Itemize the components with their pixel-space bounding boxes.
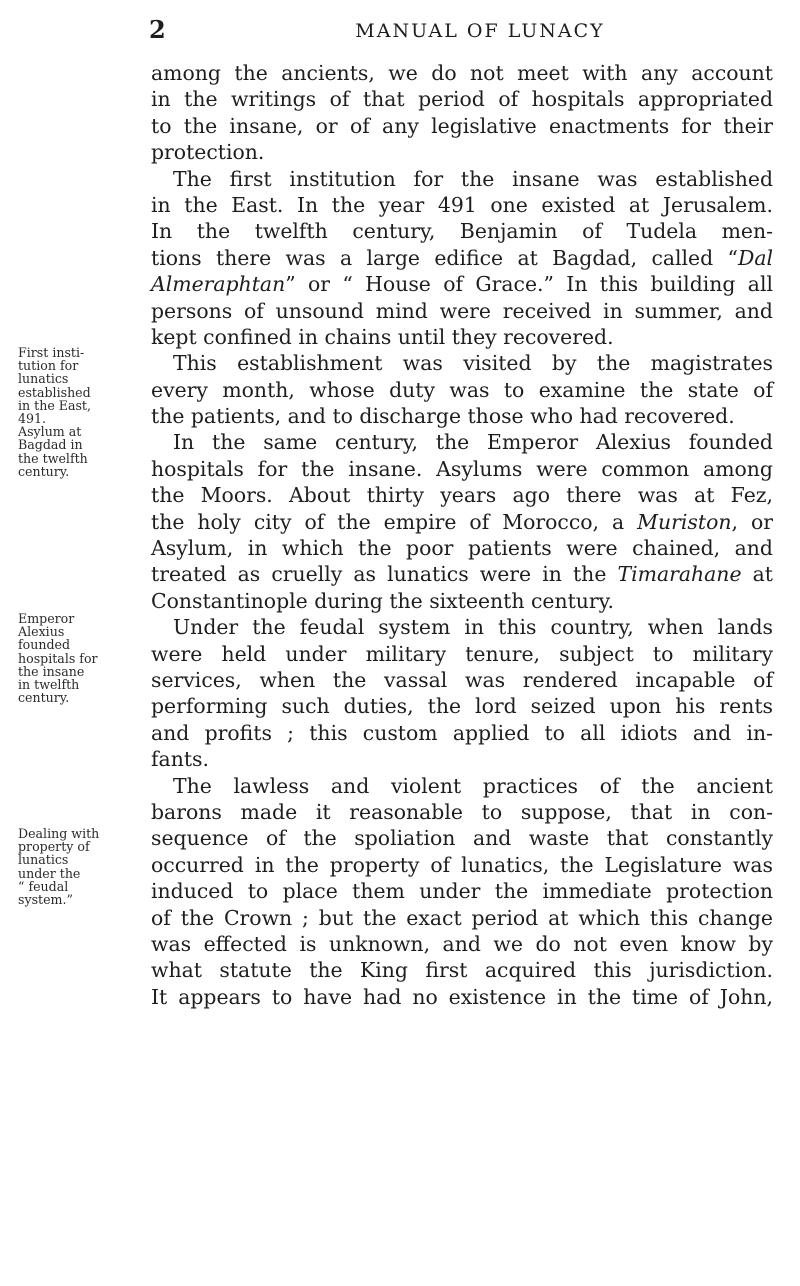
- sidenote-line: founded: [18, 637, 71, 653]
- sidenote-line: 491.: [18, 411, 47, 427]
- sidenote-line: under the: [18, 865, 81, 881]
- text-line: of the Crown ; but the exact period at which this change: [151, 905, 773, 930]
- sidenote-line: lunatics: [18, 371, 69, 387]
- text-line: Under the feudal system in this country, when lands: [173, 615, 773, 640]
- running-head: MANUAL OF LUNACY: [355, 20, 605, 42]
- sidenote-line: the twelfth: [18, 450, 88, 466]
- text-line: In the twelfth century, Benjamin of Tudela men-: [151, 219, 773, 244]
- text-run: , or: [731, 509, 773, 534]
- text-line: It appears to have had no existence in the time of John,: [151, 984, 773, 1009]
- text-line: were held under military tenure, subject to military: [151, 641, 773, 666]
- sidenote-emperor-alexius: [18, 612, 132, 704]
- italic-term: Muriston: [637, 509, 732, 534]
- text-line: persons of unsound mind were received in summer, and: [151, 298, 773, 323]
- text-line: fants.: [151, 747, 209, 772]
- italic-term: Dal: [737, 245, 773, 270]
- text-line: and profits ; this custom applied to all idiots and in-: [151, 720, 773, 745]
- sidenote-line: century.: [18, 463, 70, 479]
- sidenote-line: lunatics: [18, 852, 69, 868]
- text-line: what statute the King first acquired this jurisdiction.: [151, 958, 773, 983]
- text-line: barons made it reasonable to suppose, that in con-: [151, 799, 773, 824]
- text-line: sequence of the spoliation and waste that constantly: [151, 826, 773, 851]
- text-line: protection.: [151, 140, 265, 165]
- text-line: [151, 271, 773, 297]
- body-text: [151, 60, 773, 1010]
- sidenote-line: Dealing with: [18, 826, 100, 841]
- sidenote-line: hospitals for: [18, 650, 98, 666]
- sidenote-line: property of: [18, 839, 90, 855]
- text-line: every month, whose duty was to examine the state of: [151, 377, 773, 402]
- sidenote-feudal-system: [18, 827, 132, 906]
- sidenote-line: Alexius: [18, 624, 65, 640]
- text-line: occurred in the property of lunatics, the Legislature was: [151, 852, 773, 877]
- sidenote-line: Asylum at: [18, 424, 82, 440]
- text-line: performing such duties, the lord seized upon his rents: [151, 694, 773, 719]
- sidenote-line: Bagdad in: [18, 437, 83, 453]
- text-line: This establishment was visited by the magistrates: [173, 351, 773, 376]
- text-line: Asylum, in which the poor patients were chained, and: [151, 536, 773, 561]
- sidenote-line: in the East,: [18, 397, 91, 413]
- sidenote-line: tution for: [18, 358, 79, 374]
- italic-term: Timarahane: [617, 562, 742, 587]
- text-run: the holy city of the empire of Morocco, a: [151, 509, 638, 534]
- text-run: tions there was a large edifice at Bagdad, called “: [151, 245, 738, 270]
- sidenote-line: in twelfth: [18, 677, 80, 693]
- italic-term: Almeraphtan: [151, 272, 286, 297]
- text-line: hospitals for the insane. Asylums were common among: [151, 456, 773, 481]
- sidenote-line: system.”: [18, 892, 73, 908]
- text-line: induced to place them under the immediate protection: [151, 879, 773, 904]
- text-line: Constantinople during the sixteenth century.: [151, 588, 614, 613]
- text-line: [151, 561, 773, 587]
- text-line: in the East. In the year 491 one existed at Jerusalem.: [151, 192, 773, 217]
- sidenote-line: “ feudal: [18, 878, 69, 894]
- text-line: the Moors. About thirty years ago there was at Fez,: [151, 483, 773, 508]
- text-line: the patients, and to discharge those who had recovered.: [151, 404, 735, 429]
- text-line: to the insane, or of any legislative enactments for their: [151, 113, 773, 138]
- text-line: In the same century, the Emperor Alexius founded: [173, 430, 773, 455]
- text-line: The first institution for the insane was established: [173, 166, 773, 191]
- text-run: at: [741, 562, 773, 587]
- sidenote-line: Emperor: [18, 611, 75, 626]
- text-line: kept confined in chains until they recovered.: [151, 324, 614, 349]
- sidenote-first-institution: [18, 346, 132, 478]
- text-run: ” or “ House of Grace.” In this building all: [285, 272, 773, 297]
- text-line: in the writings of that period of hospitals appropriated: [151, 87, 773, 112]
- sidenote-line: First insti-: [18, 345, 85, 360]
- text-line: among the ancients, we do not meet with any account: [151, 61, 773, 85]
- text-line: [151, 509, 773, 535]
- sidenote-line: established: [18, 384, 91, 400]
- page-number: 2: [149, 15, 166, 44]
- text-line: services, when the vassal was rendered incapable of: [151, 667, 773, 692]
- text-line: The lawless and violent practices of the ancient: [173, 773, 773, 798]
- sidenote-line: the insane: [18, 663, 85, 679]
- text-line: [151, 245, 773, 271]
- sidenote-line: century.: [18, 690, 70, 706]
- text-line: was effected is unknown, and we do not even know by: [151, 931, 773, 956]
- text-run: treated as cruelly as lunatics were in the: [151, 562, 618, 587]
